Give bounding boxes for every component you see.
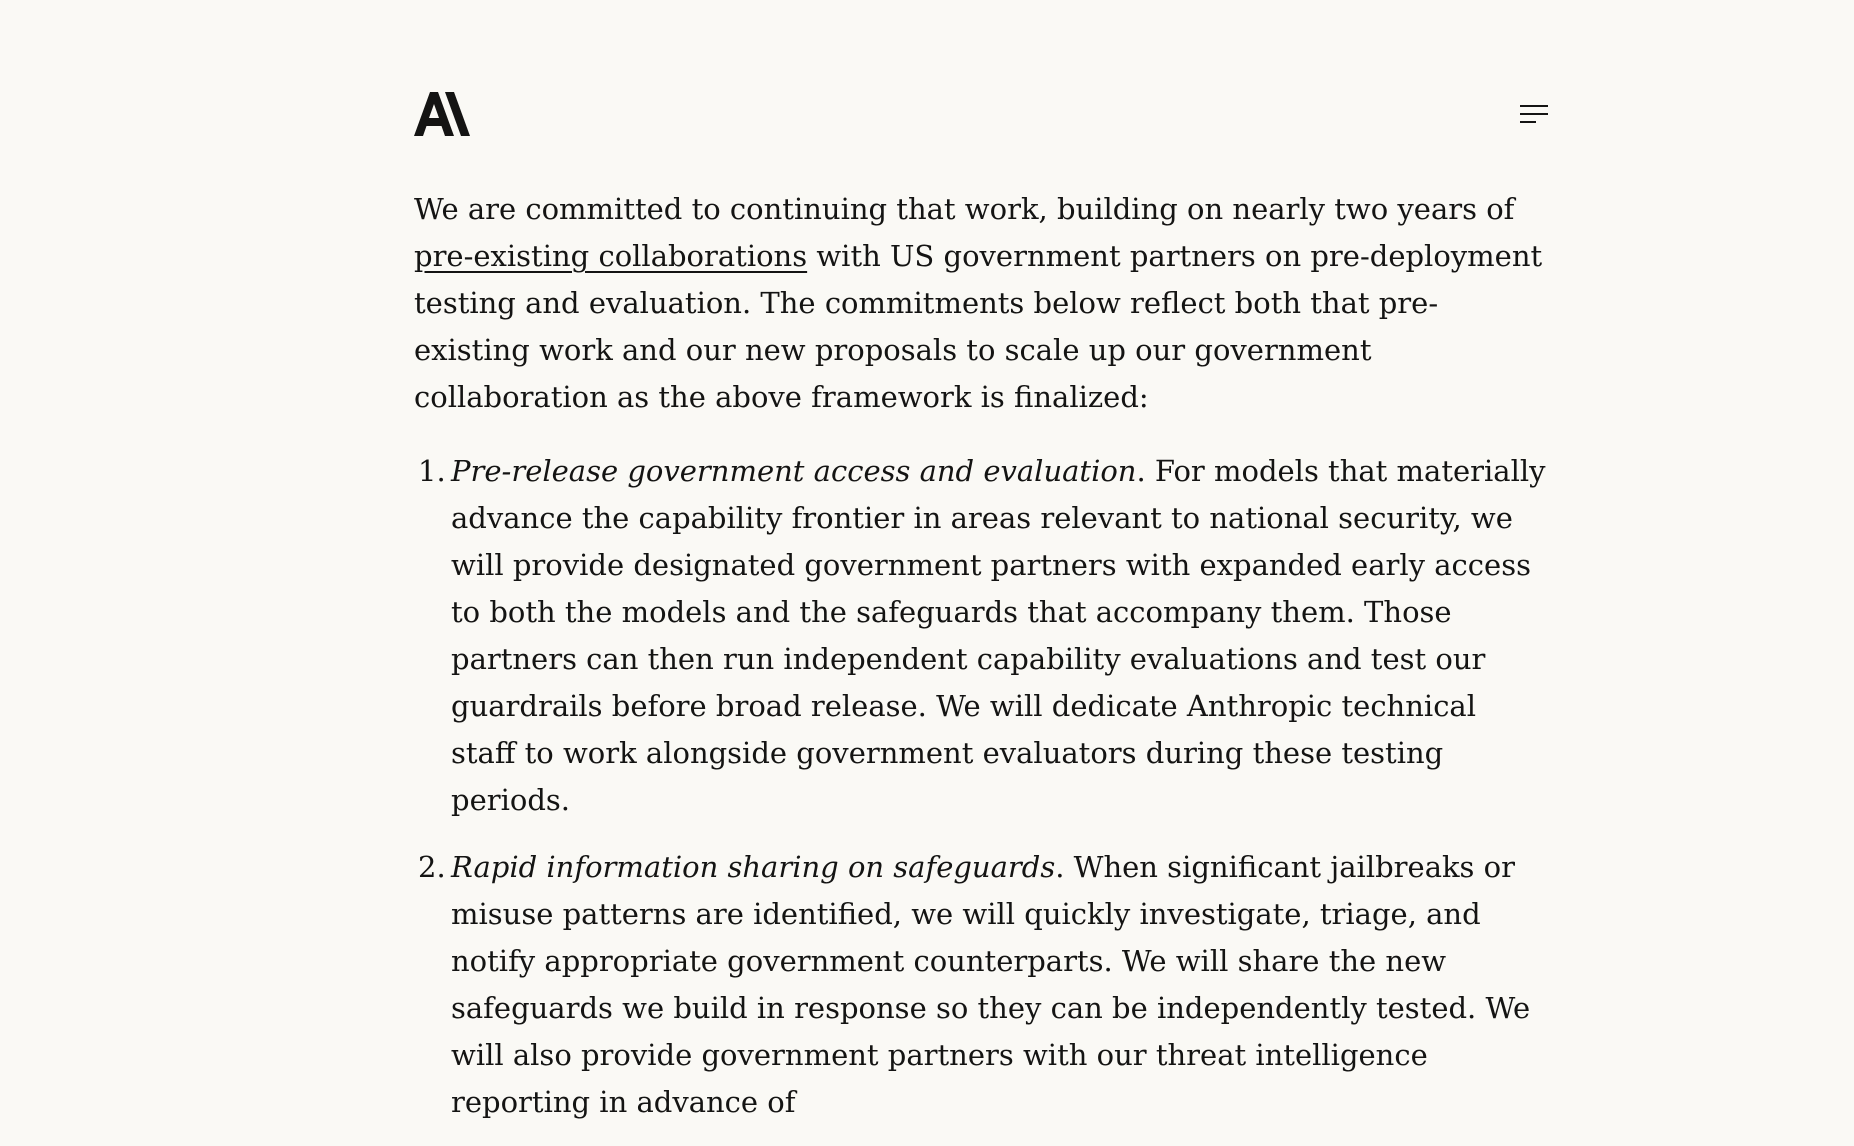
anthropic-logo-icon[interactable] bbox=[414, 92, 470, 136]
menu-icon bbox=[1514, 97, 1548, 127]
list-item bbox=[414, 844, 1548, 1126]
list-item-body: . When significant jailbreaks or misuse patterns are identified, we will quickly investigate, triage, and notify appropriate government counterparts. We will share the new safeguards we build in response so they can be independently tested. We will also provide government partners with our threat intelligence reporting in advance of bbox=[451, 850, 1531, 1119]
list-item-title: Pre-release government access and evaluation bbox=[451, 454, 1137, 488]
list-item-number: 2. bbox=[418, 850, 446, 884]
site-header bbox=[414, 92, 1548, 136]
list-item-body: . For models that materially advance the capability frontier in areas relevant to national security, we will provide designated government partners with expanded early access to both the models and the safeguards that accompany them. Those partners can then run independent capability evaluations and test our guardrails before broad release. We will dedicate Anthropic technical staff to work alongside government evaluators during these testing periods. bbox=[451, 454, 1546, 817]
article-body bbox=[414, 186, 1548, 1146]
list-item bbox=[414, 448, 1548, 824]
commitments-list bbox=[414, 448, 1548, 1126]
intro-paragraph bbox=[414, 186, 1548, 421]
menu-button[interactable] bbox=[1514, 97, 1548, 127]
anthropic-logo-svg bbox=[414, 92, 470, 136]
list-item-title: Rapid information sharing on safeguards bbox=[451, 850, 1056, 884]
pre-existing-collaborations-link[interactable]: pre-existing collaborations bbox=[414, 239, 808, 273]
intro-text-before-link: We are committed to continuing that work, building on nearly two years of bbox=[414, 192, 1515, 226]
list-item-number: 1. bbox=[418, 454, 446, 488]
intro-text-after-link: with US government partners on pre-deployment testing and evaluation. The commitments below reflect both that pre-existing work and our new proposals to scale up our government collaboration as the above framework is finalized: bbox=[414, 239, 1543, 414]
